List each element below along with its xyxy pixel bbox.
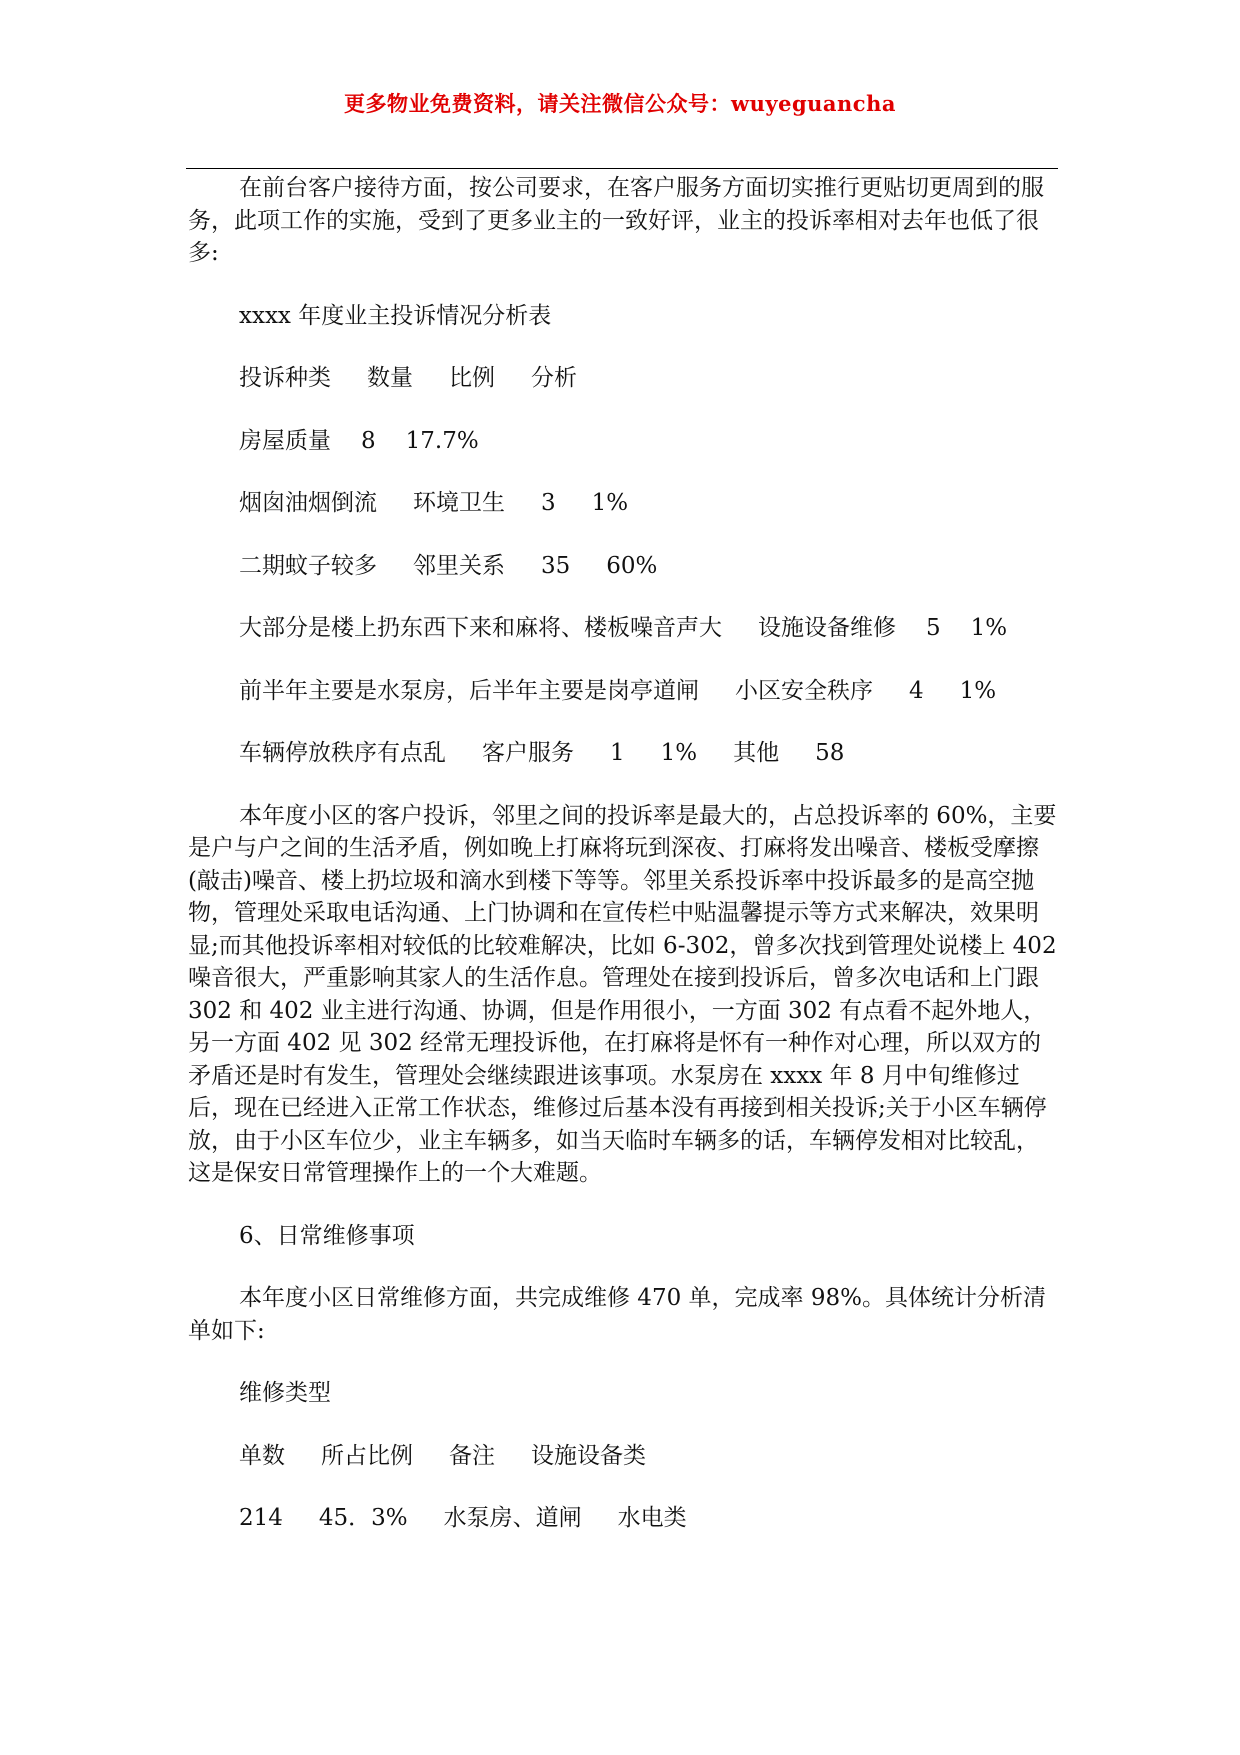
promo-header: 更多物业免费资料，请关注微信公众号：wuyeguancha bbox=[344, 91, 896, 116]
complaint-table-header bbox=[188, 362, 1060, 395]
header-cell: 所占比例 bbox=[321, 1442, 413, 1469]
cell: 邻里关系 bbox=[413, 552, 505, 579]
cell: 1% bbox=[660, 740, 698, 766]
complaint-line bbox=[188, 612, 1060, 645]
cell: 环境卫生 bbox=[413, 490, 505, 516]
header-cell: 数量 bbox=[367, 365, 413, 391]
cell: 3 bbox=[541, 490, 556, 516]
maintenance-table-header bbox=[188, 1440, 1060, 1473]
cell: 214 bbox=[239, 1505, 283, 1531]
cell: 1% bbox=[970, 615, 1008, 641]
complaint-line bbox=[188, 425, 1060, 458]
cell: 17.7% bbox=[405, 427, 479, 454]
header-cell: 设施设备类 bbox=[531, 1442, 646, 1469]
cell: 大部分是楼上扔东西下来和麻将、楼板噪音声大 bbox=[239, 615, 722, 641]
cell: 烟囱油烟倒流 bbox=[239, 490, 377, 516]
cell: 二期蚊子较多 bbox=[239, 552, 377, 579]
cell: 车辆停放秩序有点乱 bbox=[239, 740, 446, 766]
complaint-line bbox=[188, 487, 1060, 520]
complaint-line bbox=[188, 737, 1060, 770]
complaint-line bbox=[188, 675, 1060, 708]
maintenance-summary: 本年度小区日常维修方面，共完成维修 470 单，完成率 98%。具体统计分析清单如下: bbox=[188, 1285, 1046, 1344]
header-rule bbox=[186, 168, 1058, 169]
cell: 1% bbox=[959, 677, 997, 704]
cell: 5 bbox=[926, 615, 941, 641]
document-body bbox=[188, 172, 1060, 1535]
maintenance-heading: 6、日常维修事项 bbox=[239, 1222, 415, 1249]
cell: 1% bbox=[591, 490, 629, 516]
header-cell: 单数 bbox=[239, 1442, 285, 1469]
complaint-line bbox=[188, 550, 1060, 583]
cell: 水泵房、道闸 bbox=[443, 1505, 582, 1531]
cell: 小区安全秩序 bbox=[735, 677, 873, 704]
header-cell: 比例 bbox=[449, 365, 495, 391]
cell: 设施设备维修 bbox=[758, 615, 896, 641]
analysis-paragraph: 本年度小区的客户投诉，邻里之间的投诉率是最大的，占总投诉率的 60%，主要是户与户之间的生活矛盾，例如晚上打麻将玩到深夜、打麻将发出噪音、楼板受摩擦(敲击)噪音、楼上扔垃圾和滴水到楼下等等。邻里关系投诉率中投诉最多的是高空抛物，管理处采取电话沟通、上门协调和在宣传栏中贴温馨提示等方式来解决，效果明显;而其他投诉率相对较低的比较难解决，比如 6-302，曾多次找到管理处说楼上 402 噪音很大，严重影响其家人的生活作息。管理处在接到投诉后，曾多次电话和上门跟 302 和 402 业主进行沟通、协调，但是作用很小，一方面 302 有点看不起外地人，另一方面 402 见 302 经常无理投诉他，在打麻将是怀有一种作对心理，所以双方的矛盾还是时有发生，管理处会继续跟进该事项。水泵房在 xxxx 年 8 月中旬维修过后，现在已经进入正常工作状态，维修过后基本没有再接到相关投诉;关于小区车辆停放，由于小区车位少，业主车辆多，如当天临时车辆多的话，车辆停发相对比较乱，这是保安日常管理操作上的一个大难题。 bbox=[188, 802, 1057, 1186]
cell: 60% bbox=[606, 552, 658, 579]
cell: 前半年主要是水泵房，后半年主要是岗亭道闸 bbox=[239, 677, 699, 704]
complaint-table-title: xxxx 年度业主投诉情况分析表 bbox=[239, 302, 552, 329]
header-cell: 分析 bbox=[531, 365, 577, 391]
header-cell: 备注 bbox=[449, 1442, 495, 1469]
cell: 客户服务 bbox=[482, 740, 574, 766]
maintenance-row bbox=[188, 1502, 1060, 1535]
cell: 1 bbox=[610, 740, 625, 766]
cell: 45．3% bbox=[318, 1505, 408, 1531]
cell: 58 bbox=[815, 740, 845, 766]
cell: 水电类 bbox=[617, 1505, 687, 1531]
cell: 其他 bbox=[733, 740, 780, 766]
header-cell: 投诉种类 bbox=[239, 365, 331, 391]
cell: 房屋质量 bbox=[239, 427, 331, 454]
maintenance-type-label: 维修类型 bbox=[239, 1380, 331, 1406]
cell: 35 bbox=[541, 552, 571, 579]
cell: 4 bbox=[909, 677, 924, 704]
cell: 8 bbox=[361, 427, 376, 454]
intro-paragraph: 在前台客户接待方面，按公司要求，在客户服务方面切实推行更贴切更周到的服务，此项工作的实施，受到了更多业主的一致好评，业主的投诉率相对去年也低了很多: bbox=[188, 175, 1044, 266]
